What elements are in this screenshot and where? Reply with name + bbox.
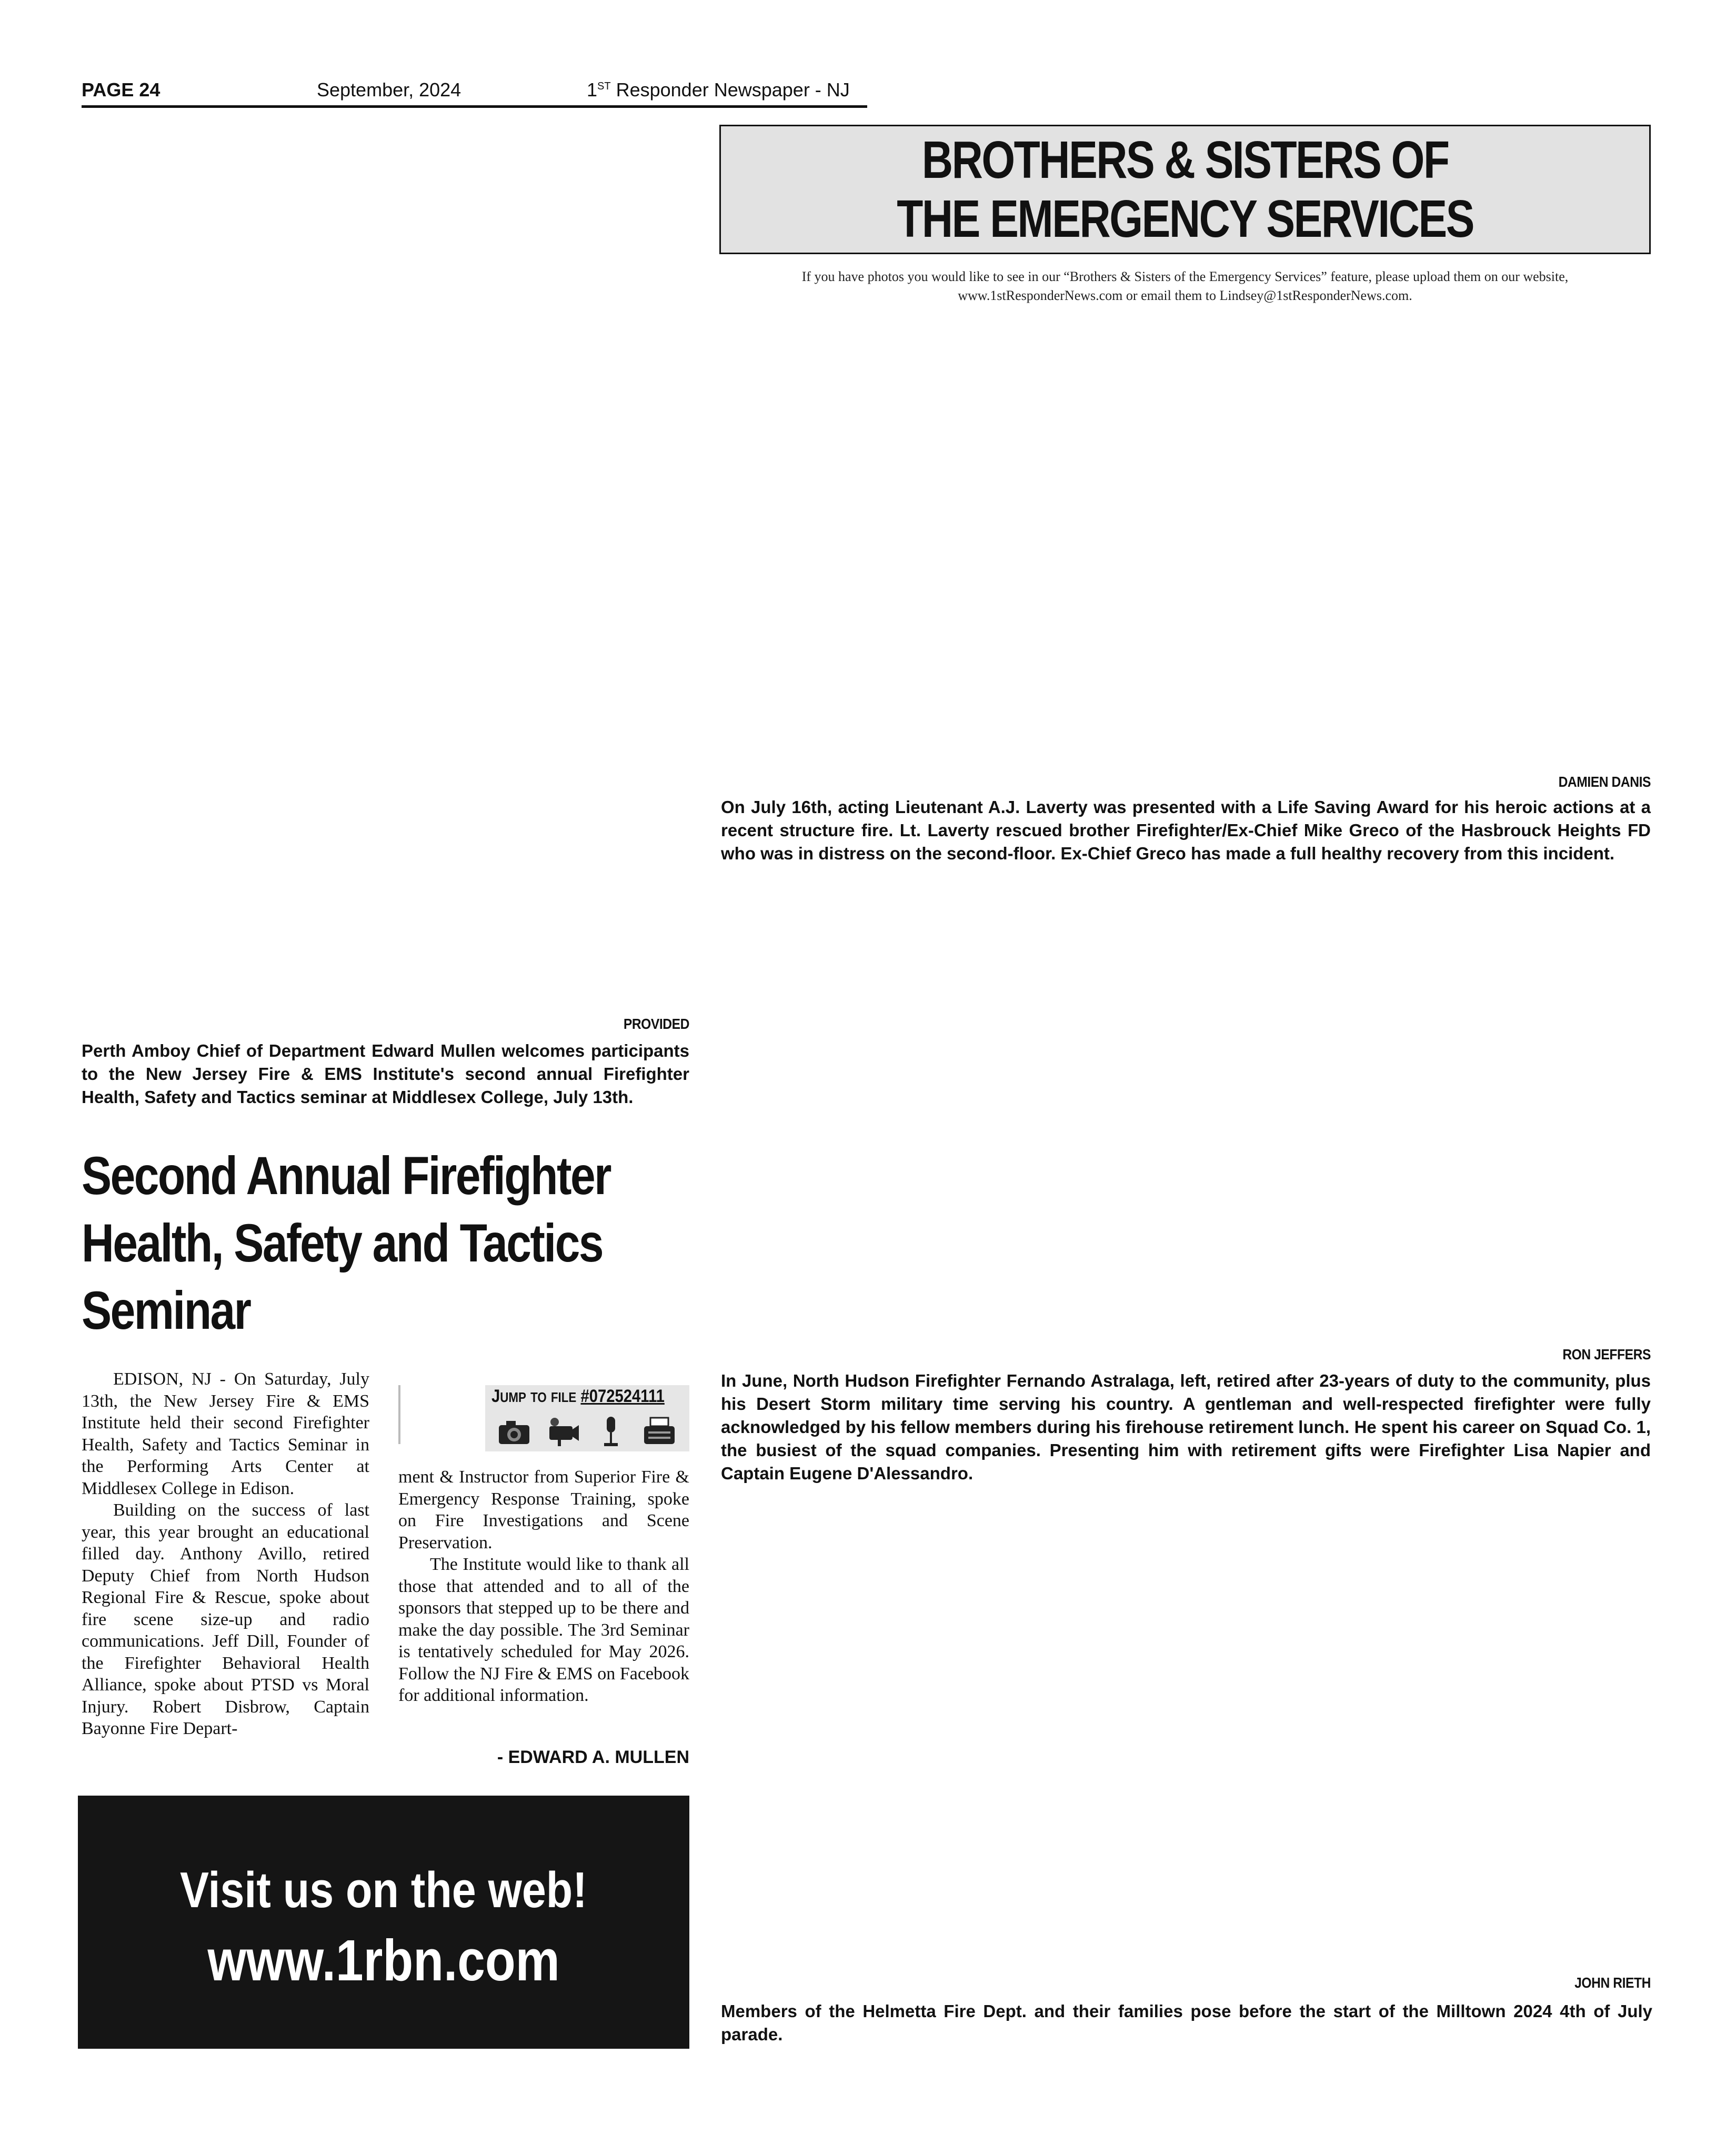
ad-tagline: Visit us on the web! (180, 1861, 587, 1918)
article-paragraph: EDISON, NJ - On Saturday, July 13th, the New Jersey Fire & EMS Institute held their second Firefighter Health, Safety and Tactics Seminar in the Performing Arts Center at Middlesex College in Edison. (82, 1369, 369, 1498)
media-icons (496, 1415, 678, 1448)
photo-laverty (719, 310, 1651, 768)
feature-title-line-2: THE EMERGENCY SERVICES (897, 189, 1473, 248)
publication-name: 1ST Responder Newspaper - NJ (587, 79, 850, 101)
feature-title-box (719, 125, 1651, 254)
photo-astralaga (719, 905, 1651, 1337)
photo-caption-helmetta: Members of the Helmetta Fire Dept. and their families pose before the start of the Milltown 2024 4th of July parade. (721, 2001, 1652, 2044)
article-byline: - EDWARD A. MULLEN (497, 1747, 689, 1767)
headline-line-2: Health, Safety and Tactics (82, 1213, 603, 1273)
microphone-icon (593, 1415, 629, 1448)
video-camera-icon (544, 1415, 581, 1448)
ad-url-link[interactable]: www.1rbn.com (207, 1928, 560, 1993)
column-divider (398, 1385, 400, 1444)
article-paragraph: ment & Instructor from Superior Fire & Emergency Response Training, spoke on Fire Investigations and Scene Preservation. (398, 1467, 689, 1552)
photo-caption-laverty: On July 16th, acting Lieutenant A.J. Laverty was presented with a Life Saving Award for his heroic actions at a recent structure fire. Lt. Laverty rescued brother Firefighter/Ex-Chief Mike Greco of the Hasbrouck Heights FD who was in distress on the second-floor. Ex-Chief Greco has made a full healthy recovery from this incident. (721, 797, 1651, 863)
issue-date: September, 2024 (317, 79, 461, 101)
photo-helmetta (719, 1510, 1651, 1958)
article-column-1 (82, 1368, 369, 1740)
article-column-2 (398, 1466, 689, 1707)
article-paragraph: Building on the success of last year, this year brought an educational filled day. Anthony Avillo, retired Deputy Chief from North Hudson Regional Fire & Rescue, spoke about fire scene size-up and radio communications. Jeff Dill, Founder of the Firefighter Behavioral Health Alliance, spoke about PTSD vs Moral Injury. Robert Disbrow, Captain Bayonne Fire Depart- (82, 1500, 369, 1738)
headline-line-3: Seminar (82, 1280, 250, 1340)
photo-credit: DAMIEN DANIS (1558, 774, 1651, 790)
camera-icon (496, 1415, 533, 1448)
article-headline (82, 1142, 697, 1344)
feature-submission-note (719, 267, 1651, 305)
photo-caption-astralaga: In June, North Hudson Firefighter Fernando Astralaga, left, retired after 23-years of duty to the community, plus his Desert Storm military time serving his country. A gentleman and well-respected firefighter were fully acknowledged by his fellow members during his firehouse retirement lunch. He spent his career on Squad Co. 1, the busiest of the squad companies. Presenting him with retirement gifts were Firefighter Lisa Napier and Captain Eugene D'Alessandro. (721, 1371, 1651, 1483)
photo-credit: PROVIDED (623, 1016, 689, 1032)
feature-title-line-1: BROTHERS & SISTERS OF (921, 131, 1449, 189)
photo-mullen (82, 118, 689, 1005)
headline-line-1: Second Annual Firefighter (82, 1146, 610, 1206)
header-rule (82, 105, 867, 108)
photo-caption-mullen: Perth Amboy Chief of Department Edward Mullen welcomes participants to the New Jersey Fire & EMS Institute's second annual Firefighter Health, Safety and Tactics seminar at Middlesex College, July 13th. (82, 1041, 689, 1107)
article-paragraph: The Institute would like to thank all those that attended and to all of the sponsors that stepped up to be there and make the day possible. The 3rd Seminar is tentatively scheduled for May 2026. Follow the NJ Fire & EMS on Facebook for additional information. (398, 1555, 689, 1705)
jump-to-file-label: JUMP TO FILE #072524111 (491, 1386, 665, 1406)
page-number: PAGE 24 (82, 79, 160, 101)
photo-credit: JOHN RIETH (1574, 1975, 1651, 1991)
typewriter-icon (641, 1415, 678, 1448)
jump-to-file-box[interactable] (485, 1385, 689, 1451)
note-line-1: If you have photos you would like to see in our “Brothers & Sisters of the Emergency Services” feature, please upload them on our website, (801, 269, 1569, 284)
website-ad[interactable] (78, 1796, 689, 2049)
note-line-2: www.1stResponderNews.com or email them to Lindsey@1stResponderNews.com. (958, 288, 1412, 303)
photo-credit: RON JEFFERS (1562, 1346, 1651, 1362)
